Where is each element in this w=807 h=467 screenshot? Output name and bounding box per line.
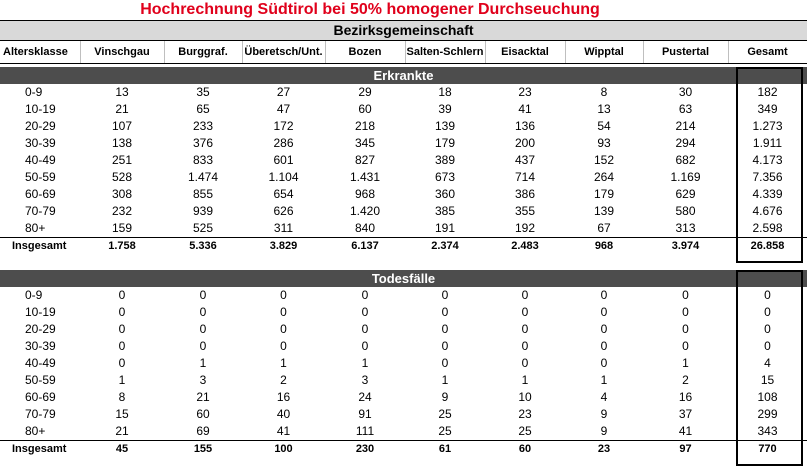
column-header-ueberetsch: Überetsch/Unt. — [242, 41, 325, 64]
table-cell: 67 — [597, 221, 611, 235]
table-cell: 0 — [361, 288, 369, 302]
table-cell: 232 — [111, 204, 133, 218]
group-header: Bezirksgemeinschaft — [0, 20, 807, 41]
table-cell: 1.420 — [349, 204, 381, 218]
table-cell: 376 — [192, 136, 214, 150]
age-class-label: 20-29 — [25, 119, 56, 133]
table-cell: 15 — [115, 407, 129, 421]
table-cell: 60 — [358, 102, 372, 116]
total-cell: 100 — [242, 441, 325, 459]
total-cell: 2.374 — [405, 238, 485, 256]
table-cell: 840 — [354, 221, 376, 235]
table-cell: 1 — [118, 373, 126, 387]
age-class-label: 10-19 — [25, 305, 56, 319]
table-cell: 21 — [115, 424, 129, 438]
table-cell: 968 — [354, 187, 376, 201]
table-cell: 16 — [678, 390, 693, 404]
table-cell: 386 — [514, 187, 536, 201]
total-row — [0, 238, 807, 256]
table-cell: 18 — [438, 85, 452, 99]
total-cell: 61 — [405, 441, 485, 459]
table-cell: 437 — [514, 153, 536, 167]
column-header-pustertal: Pustertal — [643, 41, 728, 64]
age-class-label: 70-79 — [25, 204, 56, 218]
table-cell: 9 — [441, 390, 449, 404]
age-class-label: 80+ — [25, 424, 46, 438]
table-cell: 0 — [280, 339, 287, 353]
age-class-label: 30-39 — [25, 339, 56, 353]
table-cell: 0 — [600, 322, 608, 336]
table-cell: 313 — [675, 221, 696, 235]
table-cell: 601 — [273, 153, 294, 167]
total-cell: 97 — [643, 441, 728, 459]
total-cell: 6.137 — [325, 238, 405, 256]
age-class-label: 20-29 — [25, 322, 56, 336]
table-cell: 0 — [521, 322, 529, 336]
table-cell: 0 — [682, 305, 689, 319]
age-class-label: 80+ — [25, 221, 46, 235]
table-cell: 0 — [441, 322, 449, 336]
gesamt-cell: 7.356 — [752, 170, 783, 184]
table-cell: 1 — [280, 356, 287, 370]
total-label: Insgesamt — [0, 441, 80, 459]
table-cell: 41 — [518, 102, 532, 116]
table-cell: 1 — [521, 373, 529, 387]
table-row — [0, 186, 807, 203]
table-cell: 1.104 — [268, 170, 299, 184]
table-cell: 200 — [514, 136, 536, 150]
age-class-label: 50-59 — [25, 373, 56, 387]
column-header-wipptal: Wipptal — [565, 41, 643, 64]
table-cell: 69 — [196, 424, 210, 438]
gesamt-cell: 2.598 — [752, 221, 783, 235]
table-cell: 23 — [518, 85, 532, 99]
gesamt-cell: 1.273 — [752, 119, 783, 133]
table-cell: 192 — [514, 221, 536, 235]
table-cell: 525 — [192, 221, 214, 235]
total-cell: 230 — [325, 441, 405, 459]
table-row — [0, 118, 807, 135]
gesamt-cell: 0 — [764, 322, 771, 336]
table-cell: 0 — [600, 356, 608, 370]
table-cell: 41 — [276, 424, 291, 438]
table-cell: 3 — [199, 373, 207, 387]
table-cell: 827 — [354, 153, 376, 167]
table-row — [0, 338, 807, 355]
table-cell: 0 — [521, 305, 529, 319]
total-row — [0, 441, 807, 459]
total-cell: 770 — [728, 441, 807, 459]
table-cell: 65 — [196, 102, 210, 116]
table-row — [0, 287, 807, 304]
table-cell: 30 — [678, 85, 693, 99]
table-cell: 264 — [593, 170, 615, 184]
table-cell: 0 — [118, 305, 126, 319]
table-cell: 10 — [518, 390, 532, 404]
table-cell: 580 — [675, 204, 696, 218]
column-header-salten-schlern: Salten-Schlern — [405, 41, 485, 64]
table-cell: 37 — [678, 407, 693, 421]
table-cell: 0 — [118, 339, 126, 353]
age-class-label: 50-59 — [25, 170, 56, 184]
table-cell: 0 — [361, 322, 369, 336]
age-class-label: 30-39 — [25, 136, 56, 150]
table-cell: 214 — [675, 119, 696, 133]
table-cell: 0 — [600, 339, 608, 353]
column-header-gesamt: Gesamt — [728, 41, 807, 64]
gesamt-cell: 15 — [760, 373, 775, 387]
table-cell: 3 — [361, 373, 369, 387]
table-cell: 139 — [593, 204, 615, 218]
table-cell: 233 — [192, 119, 214, 133]
table-cell: 682 — [675, 153, 696, 167]
table-cell: 0 — [280, 305, 287, 319]
table-cell: 528 — [111, 170, 133, 184]
table-row — [0, 220, 807, 238]
table-cell: 2 — [682, 373, 689, 387]
table-cell: 389 — [434, 153, 456, 167]
table-cell: 0 — [682, 288, 689, 302]
table-cell: 159 — [111, 221, 133, 235]
gesamt-cell: 0 — [764, 305, 771, 319]
column-header-altersklasse: Altersklasse — [0, 41, 80, 64]
table-cell: 0 — [521, 288, 529, 302]
table-cell: 107 — [111, 119, 133, 133]
gesamt-cell: 4.173 — [752, 153, 783, 167]
total-cell: 2.483 — [485, 238, 565, 256]
table-cell: 8 — [600, 85, 608, 99]
table-cell: 25 — [438, 407, 452, 421]
table-cell: 629 — [675, 187, 696, 201]
age-class-label: 60-69 — [25, 187, 56, 201]
column-header-vinschgau: Vinschgau — [80, 41, 164, 64]
table-cell: 138 — [111, 136, 133, 150]
table-cell: 0 — [118, 356, 126, 370]
table-cell: 251 — [111, 153, 133, 167]
age-class-label: 10-19 — [25, 102, 56, 116]
table-row — [0, 304, 807, 321]
page-title: Hochrechnung Südtirol bei 50% homogener Durchseuchung — [140, 1, 600, 18]
table-cell: 27 — [276, 85, 291, 99]
table-cell: 4 — [600, 390, 608, 404]
gesamt-cell: 4.339 — [752, 187, 783, 201]
table-cell: 2 — [280, 373, 287, 387]
table-cell: 855 — [192, 187, 214, 201]
table-cell: 1 — [682, 356, 689, 370]
table-cell: 24 — [358, 390, 372, 404]
age-class-label: 60-69 — [25, 390, 56, 404]
table-cell: 833 — [192, 153, 214, 167]
gesamt-cell: 299 — [757, 407, 778, 421]
table-cell: 25 — [438, 424, 452, 438]
table-cell: 355 — [514, 204, 536, 218]
table-cell: 286 — [273, 136, 294, 150]
total-cell: 155 — [164, 441, 242, 459]
table-cell: 0 — [682, 322, 689, 336]
table-cell: 191 — [434, 221, 456, 235]
table-cell: 39 — [438, 102, 452, 116]
column-header-row — [0, 41, 807, 64]
table-cell: 345 — [354, 136, 376, 150]
table-cell: 714 — [514, 170, 536, 184]
table-cell: 0 — [521, 339, 529, 353]
table-cell: 8 — [118, 390, 126, 404]
table-cell: 136 — [514, 119, 536, 133]
table-cell: 360 — [434, 187, 456, 201]
table-cell: 0 — [280, 288, 287, 302]
age-class-label: 0-9 — [25, 85, 43, 99]
table-row — [0, 169, 807, 186]
table-cell: 1.169 — [670, 170, 701, 184]
table-cell: 91 — [358, 407, 372, 421]
table-cell: 35 — [196, 85, 210, 99]
table-cell: 0 — [600, 288, 608, 302]
table-row — [0, 321, 807, 338]
table-cell: 0 — [441, 356, 449, 370]
total-label: Insgesamt — [0, 238, 80, 256]
total-cell: 60 — [485, 441, 565, 459]
table-row — [0, 372, 807, 389]
table-cell: 0 — [361, 339, 369, 353]
todesfaelle-table — [0, 287, 807, 458]
gesamt-cell: 0 — [764, 288, 771, 302]
table-cell: 111 — [355, 424, 375, 438]
table-cell: 93 — [597, 136, 611, 150]
table-cell: 1 — [441, 373, 449, 387]
total-cell: 3.974 — [643, 238, 728, 256]
table-cell: 0 — [199, 339, 207, 353]
table-cell: 9 — [600, 407, 608, 421]
table-row — [0, 355, 807, 372]
table-cell: 16 — [276, 390, 291, 404]
column-header-bozen: Bozen — [325, 41, 405, 64]
age-class-label: 40-49 — [25, 356, 56, 370]
table-cell: 13 — [115, 85, 129, 99]
total-cell: 23 — [565, 441, 643, 459]
table-row — [0, 389, 807, 406]
table-cell: 54 — [597, 119, 611, 133]
gesamt-cell: 4 — [764, 356, 771, 370]
table-cell: 654 — [273, 187, 294, 201]
table-cell: 0 — [441, 288, 449, 302]
table-cell: 0 — [199, 305, 207, 319]
table-cell: 139 — [434, 119, 456, 133]
gesamt-cell: 4.676 — [752, 204, 783, 218]
table-cell: 1.474 — [187, 170, 219, 184]
table-cell: 673 — [434, 170, 456, 184]
table-cell: 152 — [593, 153, 615, 167]
table-cell: 1 — [600, 373, 608, 387]
table-cell: 0 — [682, 339, 689, 353]
table-cell: 179 — [434, 136, 456, 150]
table-cell: 0 — [441, 339, 449, 353]
table-cell: 1.431 — [349, 170, 381, 184]
table-cell: 311 — [273, 221, 294, 235]
table-cell: 626 — [273, 204, 294, 218]
total-cell: 45 — [80, 441, 164, 459]
gesamt-cell: 182 — [757, 85, 778, 99]
table-row — [0, 203, 807, 220]
table-cell: 23 — [518, 407, 532, 421]
table-cell: 0 — [118, 322, 126, 336]
total-cell: 1.758 — [80, 238, 164, 256]
table-cell: 0 — [280, 322, 287, 336]
table-cell: 0 — [199, 288, 207, 302]
table-cell: 41 — [678, 424, 693, 438]
table-cell: 0 — [600, 305, 608, 319]
table-row — [0, 101, 807, 118]
table-cell: 29 — [358, 85, 372, 99]
erkrankte-table — [0, 84, 807, 255]
table-cell: 63 — [678, 102, 693, 116]
age-class-label: 40-49 — [25, 153, 56, 167]
table-cell: 0 — [361, 305, 369, 319]
table-cell: 40 — [276, 407, 291, 421]
table-cell: 385 — [434, 204, 456, 218]
age-class-label: 0-9 — [25, 288, 43, 302]
table-cell: 0 — [441, 305, 449, 319]
section-title-todesfaelle: Todesfälle — [0, 270, 807, 287]
table-cell: 179 — [593, 187, 615, 201]
gesamt-cell: 108 — [757, 390, 778, 404]
table-cell: 294 — [675, 136, 696, 150]
table-cell: 13 — [597, 102, 611, 116]
section-title-erkrankte: Erkrankte — [0, 67, 807, 84]
table-cell: 25 — [518, 424, 532, 438]
table-cell: 939 — [192, 204, 214, 218]
total-cell: 3.829 — [242, 238, 325, 256]
column-header-eisacktal: Eisacktal — [485, 41, 565, 64]
table-row — [0, 135, 807, 152]
table-cell: 21 — [115, 102, 129, 116]
age-class-label: 70-79 — [25, 407, 56, 421]
gesamt-cell: 343 — [757, 424, 778, 438]
gesamt-cell: 0 — [764, 339, 771, 353]
table-row — [0, 84, 807, 101]
table-cell: 9 — [600, 424, 608, 438]
table-cell: 0 — [199, 322, 207, 336]
table-row — [0, 152, 807, 169]
table-cell: 47 — [276, 102, 291, 116]
table-row — [0, 406, 807, 423]
total-cell: 26.858 — [728, 238, 807, 256]
table-cell: 0 — [118, 288, 126, 302]
table-cell: 1 — [199, 356, 207, 370]
table-cell: 21 — [196, 390, 210, 404]
total-cell: 968 — [565, 238, 643, 256]
gesamt-cell: 349 — [757, 102, 778, 116]
gesamt-cell: 1.911 — [752, 136, 783, 150]
table-cell: 308 — [111, 187, 133, 201]
table-cell: 218 — [354, 119, 376, 133]
total-cell: 5.336 — [164, 238, 242, 256]
table-cell: 0 — [521, 356, 529, 370]
table-cell: 60 — [196, 407, 210, 421]
column-header-burggraf: Burggraf. — [164, 41, 242, 64]
table-row — [0, 423, 807, 441]
table-cell: 1 — [361, 356, 369, 370]
table-cell: 172 — [273, 119, 294, 133]
